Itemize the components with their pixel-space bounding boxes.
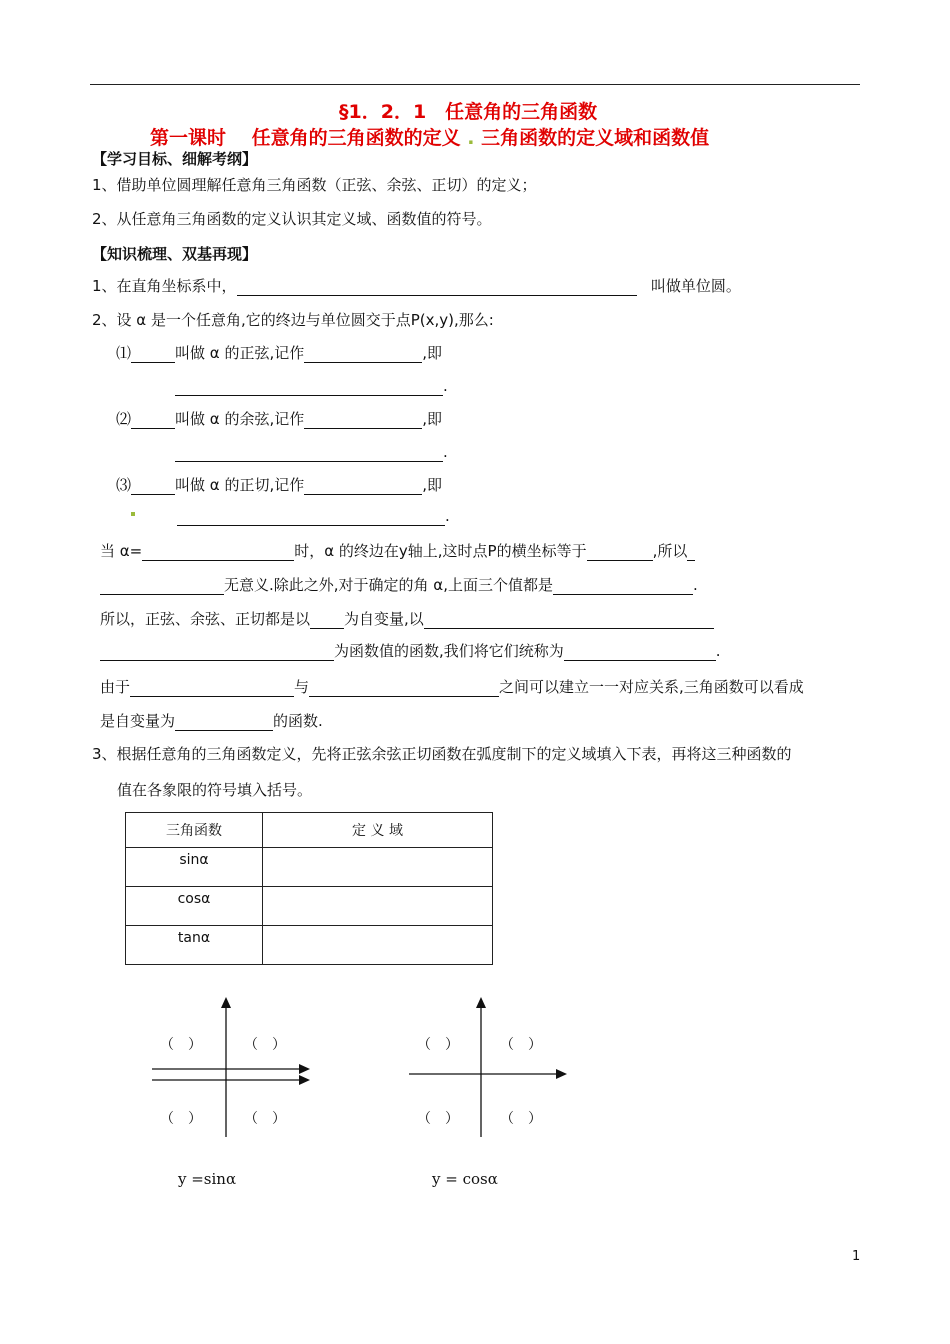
subtitle-part-1: 第一课时 任意角的三角函数的定义 — [150, 127, 461, 149]
quadrant-1-sign[interactable]: （ ） — [244, 1037, 286, 1053]
subtitle-dot: . — [467, 127, 475, 149]
section-heading-knowledge: 【知识梳理、双基再现】 — [92, 245, 258, 263]
page-number: 1 — [852, 1249, 861, 1264]
blank-tangent-notation[interactable] — [304, 478, 422, 495]
quadrant-4-sign[interactable]: （ ） — [244, 1111, 286, 1127]
blank-unit-circle[interactable] — [237, 279, 637, 296]
top-rule — [90, 84, 860, 85]
item-sine-number: ⑴ — [116, 344, 132, 362]
sine-caption: y =sinα — [178, 1170, 237, 1188]
item-tangent-number: ⑶ — [116, 476, 132, 494]
blank-sine-notation[interactable] — [304, 346, 422, 363]
blank-so[interactable] — [687, 544, 695, 561]
table-cell-domain[interactable] — [263, 926, 493, 965]
knowledge-1-suffix: 叫做单位圆。 — [650, 277, 741, 295]
para-5-b: 与 — [294, 678, 310, 696]
para-5-c: 之间可以建立一一对应关系,三角函数可以看成 — [499, 678, 804, 696]
table-header-row — [126, 813, 493, 848]
quadrant-2-sign[interactable]: （ ） — [417, 1037, 459, 1053]
page-title: §1．2．1 任意角的三角函数 — [339, 101, 598, 123]
para-6-a: 是自变量为 — [100, 712, 176, 730]
item-cosine — [116, 409, 442, 429]
x-axis-arrow — [299, 1064, 310, 1074]
para-line-3 — [100, 609, 714, 629]
knowledge-2: 2、设 α 是一个任意角,它的终边与单位圆交于点P(x,y),那么: — [92, 311, 494, 329]
blank-cosine-notation[interactable] — [304, 412, 422, 429]
para-4-b: . — [715, 642, 721, 660]
blank-trig-functions[interactable] — [564, 644, 716, 661]
section-heading-goals: 【学习目标、细解考纲】 — [92, 150, 258, 168]
quadrant-1-sign[interactable]: （ ） — [500, 1037, 542, 1053]
y-axis-arrow — [221, 997, 231, 1008]
table-cell-domain[interactable] — [263, 887, 493, 926]
quadrant-2-sign[interactable]: （ ） — [160, 1037, 202, 1053]
quadrant-4-sign[interactable]: （ ） — [500, 1111, 542, 1127]
subtitle-part-2: 三角函数的定义域和函数值 — [481, 127, 710, 149]
table-header-cell: 三角函数 — [126, 813, 263, 848]
x-axis-arrow — [556, 1069, 567, 1079]
item-cosine-number: ⑵ — [116, 410, 132, 428]
table-header-cell: 定 义 域 — [263, 813, 493, 848]
knowledge-3-line-1: 3、根据任意角的三角函数定义，先将正弦余弦正切函数在弧度制下的定义域填入下表，再将这三种函数的 — [92, 745, 792, 763]
blank-cosine-formula[interactable] — [175, 445, 443, 462]
quadrant-3-sign[interactable]: （ ） — [160, 1111, 202, 1127]
knowledge-1-prefix: 1、在直角坐标系中， — [92, 277, 237, 295]
period: . — [443, 443, 448, 461]
item-tangent-tail: ,即 — [422, 476, 442, 494]
para-line-2 — [100, 575, 698, 595]
table-cell-function: sinα — [126, 848, 263, 887]
table-row — [126, 887, 493, 926]
para-1-a: 当 α= — [100, 542, 143, 560]
blank-variable[interactable] — [175, 714, 273, 731]
item-cosine-text: 叫做 α 的余弦,记作 — [175, 410, 305, 428]
table-cell-function: tanα — [126, 926, 263, 965]
x-axis-double-arrow — [299, 1075, 310, 1085]
page-subtitle — [150, 123, 709, 150]
item-cosine-tail: ,即 — [422, 410, 442, 428]
y-axis-arrow — [476, 997, 486, 1008]
blank-independent[interactable] — [310, 612, 344, 629]
blank-determined[interactable] — [553, 578, 693, 595]
item-sine-line2 — [175, 376, 448, 396]
para-6-b: 的函数. — [273, 712, 323, 730]
table-row — [126, 926, 493, 965]
period: . — [445, 507, 450, 525]
para-5-a: 由于 — [100, 678, 131, 696]
item-tangent-line2 — [177, 506, 450, 526]
blank-real-numbers[interactable] — [130, 680, 294, 697]
item-tangent-text: 叫做 α 的正切,记作 — [175, 476, 305, 494]
blank-sine-ratio[interactable] — [131, 346, 175, 363]
stray-dot — [131, 512, 135, 516]
item-sine-tail: ,即 — [422, 344, 442, 362]
quadrant-3-sign[interactable]: （ ） — [417, 1111, 459, 1127]
table-cell-domain[interactable] — [263, 848, 493, 887]
para-1-b: 时，α 的终边在y轴上,这时点P的横坐标等于 — [294, 542, 587, 560]
para-4-a: 为函数值的函数,我们将它们统称为 — [334, 642, 564, 660]
table-row — [126, 848, 493, 887]
para-line-1 — [100, 541, 695, 561]
item-sine-text: 叫做 α 的正弦,记作 — [175, 344, 305, 362]
table-cell-function: cosα — [126, 887, 263, 926]
goal-2: 2、从任意角三角函数的定义认识其定义域、函数值的符号。 — [92, 210, 492, 228]
blank-angles-set[interactable] — [309, 680, 499, 697]
para-line-4 — [100, 641, 721, 661]
period: . — [443, 377, 448, 395]
item-cosine-line2 — [175, 442, 448, 462]
para-3-b: 为自变量,以 — [344, 610, 424, 628]
blank-x-coordinate[interactable] — [587, 544, 653, 561]
knowledge-1 — [92, 276, 741, 296]
goal-1: 1、借助单位圆理解任意角三角函数（正弦、余弦、正切）的定义； — [92, 176, 537, 194]
blank-ratio[interactable] — [424, 612, 714, 629]
blank-alpha-value[interactable] — [142, 544, 294, 561]
item-sine — [116, 343, 442, 363]
para-2-b: . — [692, 576, 698, 594]
blank-sine-formula[interactable] — [175, 379, 443, 396]
blank-cosine-ratio[interactable] — [131, 412, 175, 429]
blank-tangent-ratio[interactable] — [131, 478, 175, 495]
blank-ratio-cont[interactable] — [100, 644, 334, 661]
para-line-6 — [100, 711, 323, 731]
para-line-5 — [100, 677, 804, 697]
blank-undefined[interactable] — [100, 578, 224, 595]
para-1-c: ,所以 — [652, 542, 688, 560]
item-tangent — [116, 475, 442, 495]
para-2-a: 无意义.除此之外,对于确定的角 α,上面三个值都是 — [224, 576, 553, 594]
cosine-caption: y = cosα — [432, 1170, 498, 1188]
para-3-a: 所以，正弦、余弦、正切都是以 — [100, 610, 311, 628]
knowledge-3-line-2: 值在各象限的符号填入括号。 — [117, 781, 313, 799]
blank-tangent-formula[interactable] — [177, 509, 445, 526]
domain-table — [125, 812, 493, 965]
